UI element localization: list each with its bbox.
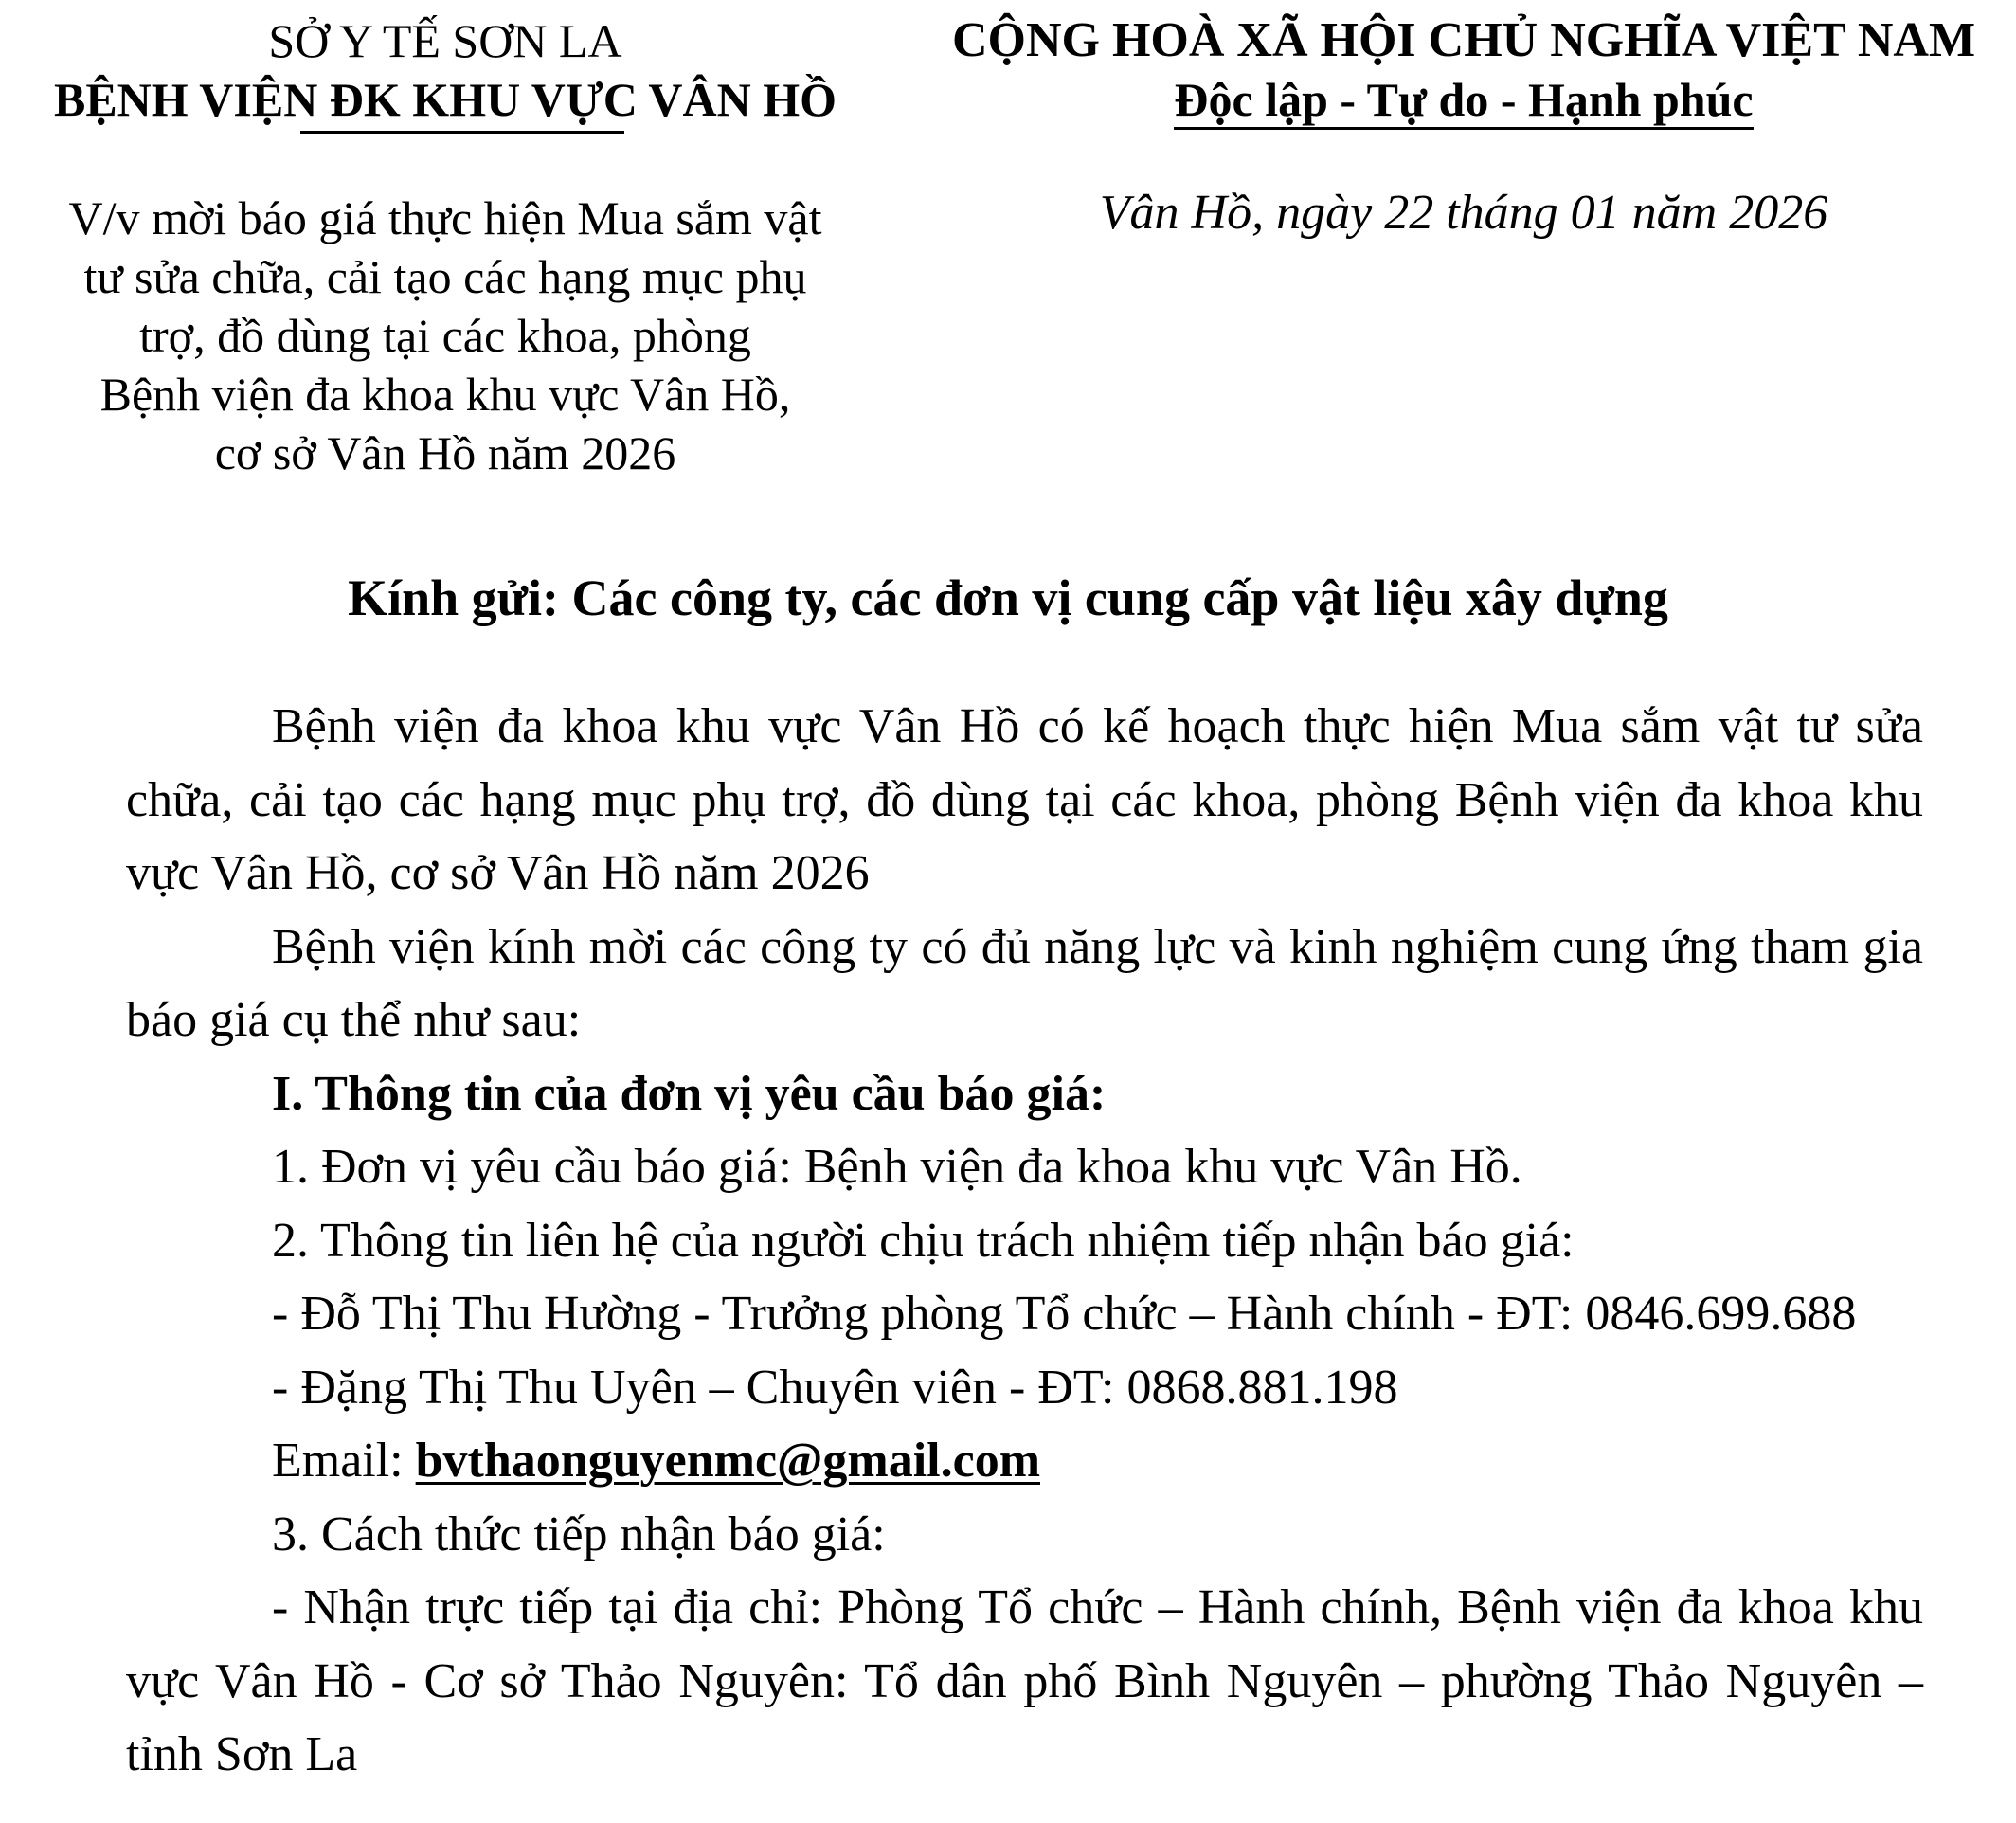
direct-receipt-address: - Nhận trực tiếp tại địa chỉ: Phòng Tổ chức – Hành chính, Bệnh viện đa khoa khu vực Vân Hồ - Cơ sở Thảo Nguyên: Tổ dân phố Bình Nguyên – phường Thảo Nguyên – tỉnh Sơn La	[126, 1580, 1923, 1781]
addressee: Kính gửi: Các công ty, các đơn vị cung cấp vật liệu xây dựng	[348, 569, 1668, 626]
subject-line: tư sửa chữa, cải tạo các hạng mục phụ	[83, 250, 807, 303]
subject-line: cơ sở Vân Hồ năm 2026	[214, 426, 676, 479]
contact-person-2: - Đặng Thị Thu Uyên – Chuyên viên - ĐT: 0868.881.198	[272, 1360, 1398, 1415]
email-label: Email:	[272, 1434, 416, 1488]
subject-summary	[19, 189, 872, 482]
contact-person-1: - Đỗ Thị Thu Hường - Trưởng phòng Tổ chức – Hành chính - ĐT: 0846.699.688	[272, 1287, 1857, 1341]
hospital-name: BỆNH VIỆN ĐK KHU VỰC VÂN HỒ	[53, 73, 837, 126]
national-motto	[919, 70, 2008, 129]
section-heading: I. Thông tin của đơn vị yêu cầu báo giá:	[272, 1066, 1107, 1121]
contact-info-heading: 2. Thông tin liên hệ của người chịu trách nhiệm tiếp nhận báo giá:	[272, 1213, 1575, 1268]
place-and-date: Vân Hồ, ngày 22 tháng 01 năm 2026	[1099, 186, 1828, 240]
email-link[interactable]: bvthaonguyenmc@gmail.com	[415, 1434, 1041, 1488]
issuer-block	[19, 11, 872, 482]
department-name: SỞ Y TẾ SƠN LA	[268, 14, 622, 67]
requesting-unit: 1. Đơn vị yêu cầu báo giá: Bệnh viện đa khoa khu vực Vân Hồ.	[272, 1140, 1522, 1194]
intro-paragraph: Bệnh viện đa khoa khu vực Vân Hồ có kế hoạch thực hiện Mua sắm vật tư sửa chữa, cải tạo các hạng mục phụ trợ, đồ dùng tại các khoa, phòng Bệnh viện đa khoa khu vực Vân Hồ, cơ sở Vân Hồ năm 2026	[126, 699, 1923, 900]
subject-line: Bệnh viện đa khoa khu vực Vân Hồ,	[99, 368, 791, 421]
subject-line: V/v mời báo giá thực hiện Mua sắm vật	[68, 191, 822, 244]
issuer-underline	[300, 131, 624, 134]
national-header	[919, 11, 2008, 243]
motto-text: Độc lập - Tự do - Hạnh phúc	[1174, 73, 1753, 130]
receiving-method-heading: 3. Cách thức tiếp nhận báo giá:	[272, 1507, 886, 1561]
email-line	[126, 1424, 1923, 1498]
subject-line: trợ, đồ dùng tại các khoa, phòng	[139, 309, 751, 362]
nation-title: CỘNG HOÀ XÃ HỘI CHỦ NGHĨA VIỆT NAM	[951, 13, 1976, 67]
letter-body	[126, 690, 1923, 1792]
invitation-paragraph: Bệnh viện kính mời các công ty có đủ năng lực và kinh nghiệm cung ứng tham gia báo giá cụ thể như sau:	[126, 919, 1923, 1047]
